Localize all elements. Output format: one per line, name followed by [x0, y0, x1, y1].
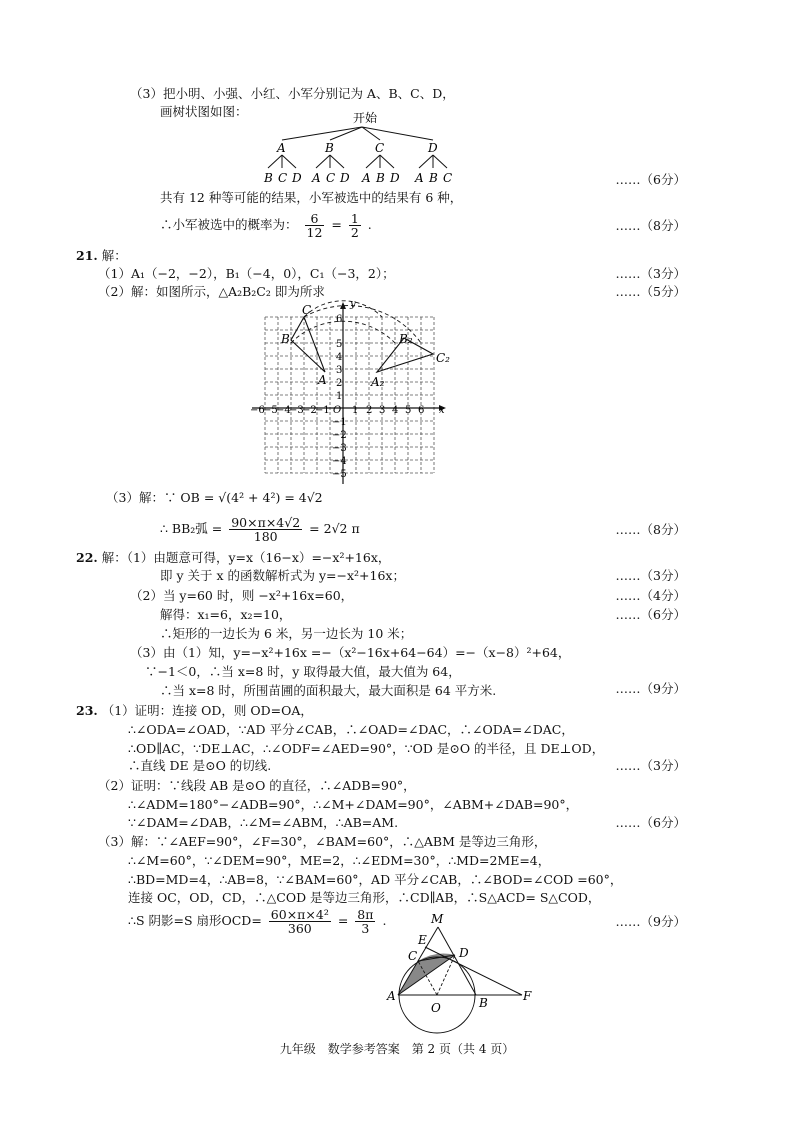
q23-line11: 连接 OC，OD，CD，∴△COD 是等边三角形，∴CD∥AB，∴S△ACD= S△COD，	[128, 890, 601, 905]
q23-line7: ∵∠DAM=∠DAB，∴∠M=∠ABM，∴AB=AM.	[128, 815, 399, 830]
x-axis-label: x	[439, 405, 445, 416]
x-tick: −4	[276, 405, 291, 416]
fraction-numerator: 6	[305, 212, 325, 226]
tree-leaf: D	[390, 171, 400, 185]
q23-line8: （3）解：∵∠AEF=90°，∠F=30°，∠BAM=60°，∴△ABM 是等边三角形，	[98, 834, 547, 849]
fraction-denominator: 3	[361, 921, 370, 936]
origin-label: O	[333, 405, 342, 416]
period: .	[367, 217, 372, 232]
tree-leaf: A	[415, 171, 424, 185]
tree-node-a: A	[277, 141, 286, 155]
q22-line5: ∴矩形的一边长为 6 米，另一边长为 10 米；	[160, 626, 413, 641]
y-tick: 3	[336, 365, 343, 376]
x-tick: 6	[418, 405, 425, 416]
y-tick: 5	[336, 339, 343, 350]
tree-leaf: D	[292, 171, 302, 185]
tree-node-d: D	[428, 141, 438, 155]
q23-line12-prefix: ∴S 阴影=S 扇形OCD=	[128, 913, 262, 928]
q22-line6: （3）由（1）知，y=−x²+16x =−（x²−16x+64−64）=−（x−8）²+64，	[130, 645, 571, 660]
q21-number: 21.	[76, 248, 98, 263]
tree-leaf: A	[362, 171, 371, 185]
q21-step3-b-prefix: ∴ BB₂弧 =	[160, 521, 227, 536]
tree-root: 开始	[353, 111, 378, 125]
q23-line4-score: ……（3分）	[615, 758, 686, 773]
q20-part3-line1: （3）把小明、小强、小红、小军分别记为 A、B、C、D，	[130, 86, 455, 101]
tree-leaf: B	[376, 171, 385, 185]
fraction-denominator: 12	[306, 225, 323, 240]
y-tick: −3	[332, 443, 347, 454]
fig-label-d: D	[459, 946, 469, 960]
q22-line3: （2）当 y=60 时，则 −x²+16x=60，	[130, 588, 354, 603]
x-tick: 1	[352, 405, 359, 416]
fig-label-c: C	[408, 949, 418, 963]
q22-text: 解：（1）由题意可得，y=x（16−x）=−x²+16x，	[101, 550, 391, 565]
point-label-b: B	[281, 332, 290, 346]
point-label-c2: C₂	[436, 351, 450, 365]
q23-text: （1）证明：连接 OD，则 OD=OA，	[101, 703, 313, 718]
y-tick: 6	[336, 314, 343, 325]
q21-step2-score: ……（5分）	[615, 284, 686, 299]
q22-number: 22.	[76, 550, 98, 565]
fraction-numerator: 8π	[357, 907, 374, 922]
tree-leaf: B	[264, 171, 273, 185]
y-tick: 2	[336, 378, 343, 389]
q23-line3: ∴OD∥AC，∵DE⊥AC，∴∠ODF=∠AED=90°，∵OD 是⊙O 的半径，且 DE⊥OD，	[128, 741, 605, 756]
tree-leaf: C	[278, 171, 288, 185]
x-tick: −3	[289, 405, 304, 416]
q22-line2: 即 y 关于 x 的函数解析式为 y=−x²+16x；	[160, 568, 405, 583]
q20-part3-line2: 画树状图如图：	[160, 104, 248, 119]
q23-line4: ∴直线 DE 是⊙O 的切线.	[128, 758, 272, 773]
y-tick: −4	[332, 456, 347, 467]
q21-step3-b-suffix: = 2√2 π	[309, 521, 360, 536]
equals-sign: =	[337, 913, 349, 928]
q23-line6: ∴∠ADM=180°−∠ADB=90°，∴∠M+∠DAM=90°，∠ABM+∠DAB=90°，	[128, 797, 579, 812]
q21-step3-score: ……（8分）	[615, 522, 686, 537]
page-footer: 九年级 数学参考答案 第 2 页（共 4 页）	[279, 1042, 515, 1056]
q20-part3-line3: 共有 12 种等可能的结果，小军被选中的结果有 6 种，	[160, 190, 463, 205]
x-tick: −6	[250, 405, 265, 416]
y-tick: −5	[332, 469, 347, 480]
fig-label-b: B	[479, 996, 488, 1010]
fraction-numerator: 1	[350, 211, 359, 226]
fig-label-o: O	[431, 1001, 441, 1015]
fig-label-e: E	[418, 933, 427, 947]
tree-leaf: C	[443, 171, 453, 185]
score-prob: ……（8分）	[615, 218, 686, 233]
x-tick: −1	[315, 405, 330, 416]
q23-number: 23.	[76, 703, 98, 718]
q22-line4: 解得：x₁=6，x₂=10，	[160, 607, 292, 622]
q22-line8: ∴当 x=8 时，所围苗圃的面积最大，最大面积是 64 平方米.	[160, 683, 497, 698]
tree-leaf: A	[312, 171, 321, 185]
q23-line10: ∴BD=MD=4，∴AB=8，∵∠BAM=60°，AD 平分∠CAB，∴∠BOD=∠COD =60°，	[128, 872, 623, 887]
q21-step3-a-prefix: （3）解：∵ OB =	[106, 490, 219, 505]
score-tree: ……（6分）	[615, 172, 686, 187]
q22-line4-score: ……（6分）	[615, 607, 686, 622]
tree-leaf: C	[326, 171, 336, 185]
fig-label-f: F	[523, 989, 532, 1003]
tree-leaf: B	[429, 171, 438, 185]
fig-label-m: M	[431, 912, 444, 926]
q23-line5: （2）证明：∵线段 AB 是⊙O 的直径，∴∠ADB=90°，	[98, 778, 416, 793]
fig-label-a: A	[387, 989, 396, 1003]
y-tick: −1	[332, 417, 347, 428]
y-tick: 1	[336, 391, 343, 402]
y-tick: 4	[336, 352, 343, 363]
point-label-b2: B₂	[399, 332, 413, 346]
equals-sign: =	[331, 217, 342, 232]
x-tick: 4	[392, 405, 399, 416]
q23-line2: ∴∠ODA=∠OAD，∵AD 平分∠CAB，∴∠OAD=∠DAC，∴∠ODA=∠DAC，	[128, 722, 574, 737]
point-label-a: A	[318, 373, 327, 387]
q22-line3-score: ……（4分）	[615, 588, 686, 603]
q22-line8-score: ……（9分）	[615, 681, 686, 696]
q23-line7-score: ……（6分）	[615, 815, 686, 830]
tree-node-b: B	[325, 141, 334, 155]
fraction-numerator: 90×π×4√2	[231, 515, 301, 530]
x-tick: 5	[405, 405, 412, 416]
prob-prefix: ∴小军被选中的概率为：	[160, 217, 298, 232]
point-label-a2: A₂	[371, 375, 385, 389]
q23-line12-score: ……（9分）	[615, 914, 686, 929]
q21-step1-score: ……（3分）	[615, 266, 686, 281]
q21-step2: （2）解：如图所示，△A₂B₂C₂ 即为所求	[98, 284, 325, 299]
tree-leaf: D	[340, 171, 350, 185]
q22-line7: ∵−1＜0，∴当 x=8 时，y 取得最大值，最大值为 64，	[145, 664, 461, 679]
fraction-denominator: 360	[287, 921, 312, 936]
q21-head: 解：	[101, 248, 127, 263]
x-tick: −5	[263, 405, 278, 416]
x-tick: 3	[379, 405, 386, 416]
x-tick: −2	[302, 405, 317, 416]
y-tick: −2	[332, 430, 347, 441]
q22-line2-score: ……（3分）	[615, 568, 686, 583]
fraction-denominator: 180	[253, 529, 278, 544]
x-tick: 2	[366, 405, 373, 416]
tree-node-c: C	[375, 141, 385, 155]
period: .	[382, 913, 387, 928]
point-label-c: C	[302, 303, 312, 317]
y-axis-label: y	[350, 299, 356, 310]
fraction-numerator: 60×π×4²	[270, 907, 329, 922]
q21-step1: （1）A₁（−2，−2），B₁（−4，0），C₁（−3，2）；	[98, 266, 395, 281]
q21-step3-a-expr: √(4² + 4²) = 4√2	[218, 490, 323, 505]
q23-line9: ∴∠M=60°，∵∠DEM=90°，ME=2，∴∠EDM=30°，∴MD=2ME=4，	[128, 853, 551, 868]
fraction-denominator: 2	[350, 225, 359, 240]
